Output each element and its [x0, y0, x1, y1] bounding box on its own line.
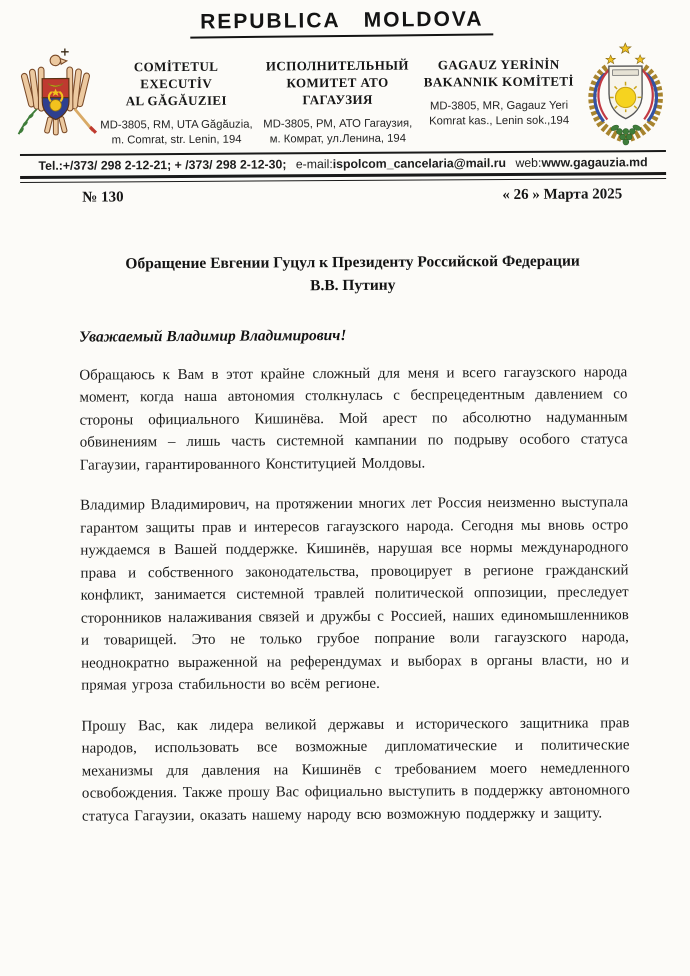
email-address: ispolcom_cancelaria@mail.ru: [332, 156, 507, 172]
org-title-ro: [97, 58, 255, 110]
org-title-line: BAKANNIK KOMİTETİ: [423, 73, 574, 90]
letter-title-line-2: В.В. Путину: [310, 276, 396, 294]
letter-title-line-1: Обращение Евгении Гуцул к Президенту Российской Федерации: [125, 252, 580, 272]
org-address-line: м. Комрат, ул.Ленина, 194: [269, 132, 406, 145]
letterhead-column-gagauz: [420, 46, 578, 146]
website-url: www.gagauzia.md: [541, 155, 648, 170]
paragraph-1: Обращаюсь к Вам в этот крайне сложный для меня и всего гагаузского народа момент, когда наша автономия столкнулась с беспрецедентным давлением со стороны официального Кишинёва. Мой арест по абсолютно надуманным обвинениям – лишь часть системной кампании по подрыву особого статуса Гагаузии, гарантированного Конституцией Молдовы.: [79, 363, 628, 474]
country-title-row: [0, 7, 687, 39]
phone-numbers: Tel.:+/373/ 298 2-12-21; + /373/ 298 2-12-30;: [38, 157, 287, 173]
org-address-line: m. Comrat, str. Lenin, 194: [111, 133, 242, 146]
org-address-line: MD-3805, MR, Gagauz Yeri: [429, 99, 569, 113]
org-title-gag: [420, 56, 578, 91]
email-label: e-mail:: [295, 157, 333, 172]
letter-body: [0, 248, 690, 828]
web-label: web:: [515, 155, 542, 170]
gagauzia-coat-of-arms-icon: [579, 39, 672, 148]
org-address-line: MD-3805, РМ, АТО Гагаузия,: [263, 117, 413, 131]
country-title: REPUBLICA MOLDOVA: [190, 7, 494, 38]
org-address-gag: [420, 99, 578, 129]
letterhead-column-russian: [259, 47, 417, 147]
paragraph-2: Владимир Владимирович, на протяжении многих лет Россия неизменно выступала гарантом защиты прав и интересов гагаузского народа. Сегодня мы вновь остро нуждаемся в Вашей поддержке. Кишинёв, нарушая все нормы международного права и собственного законодательства, провоцирует в регионе гражданский конфликт, занимается системной травлей политической оппозиции, преследует сторонников налаживания связей и дружбы с Россией, наших единомышленников и товарищей. Это не только грубое попрание воли гагаузского народа, неоднократно выраженной на референдумах и выборах в органы власти, но и прямая угроза стабильности во всём регионе.: [80, 494, 630, 694]
org-title-line: AL GĂGĂUZIEI: [125, 92, 227, 109]
letter-title: [79, 249, 627, 298]
org-address-ro: [98, 118, 256, 148]
reference-row: [0, 178, 688, 206]
org-address-line: MD-3805, RM, UTA Găgăuzia,: [100, 118, 253, 132]
org-title-line: COMİTETUL EXECUTİV: [133, 58, 219, 92]
org-title-line: ИСПОЛНИТЕЛЬНЫЙ: [265, 57, 409, 74]
document-date: « 26 » Марта 2025: [502, 185, 623, 203]
paragraph-3: Прошу Вас, как лидера великой державы и исторического защитника прав народов, использовать все возможные дипломатические и политические механизмы для давления на Кишинёв с требованием моего немедленного освобождения. Также прошу Вас официально выступить в поддержку автономного статуса Гагаузии, оказать нашему народу всю возможную поддержку и защиту.: [81, 714, 630, 825]
letterhead-column-romanian: [97, 48, 255, 148]
salutation: Уважаемый Владимир Владимирович!: [79, 326, 347, 346]
org-title-line: GAGAUZ YERİNİN: [437, 56, 560, 73]
org-address-ru: [259, 117, 417, 147]
document-number: № 130: [82, 188, 124, 206]
letterhead: [0, 39, 688, 151]
moldova-coat-of-arms-icon: [13, 47, 98, 146]
letterhead-columns: [97, 46, 578, 148]
org-title-ru: [259, 57, 417, 109]
org-title-line: КОМИТЕТ АТО ГАГАУЗИЯ: [286, 74, 389, 108]
org-address-line: Komrat kas., Lenin sok.,194: [429, 114, 570, 127]
